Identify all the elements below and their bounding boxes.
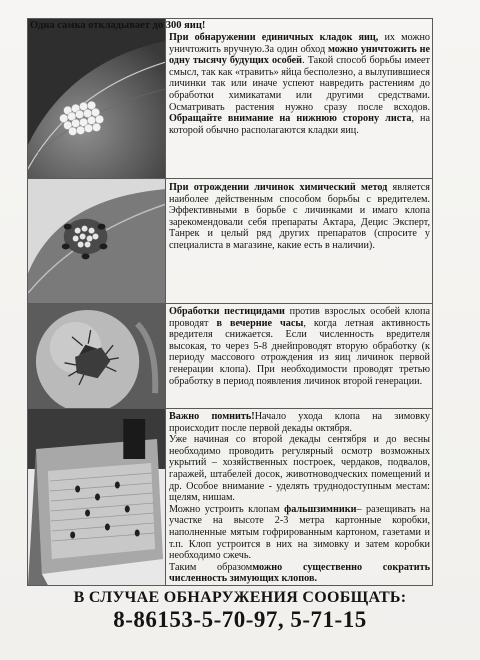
wintering-paragraph	[169, 409, 430, 585]
cardboard-shelter-photo	[28, 409, 166, 585]
text-run: При отрождении личинок химический метод	[169, 182, 388, 193]
pesticide-paragraph	[169, 304, 430, 387]
text-run: Начало ухода клопа на зимовку происходит после первой декады октября.	[169, 411, 430, 434]
table-row	[28, 19, 432, 179]
text-run: Таким образом	[169, 561, 253, 573]
text-run: фальшзимники	[284, 503, 357, 515]
text-run: Обработки пестицидами	[169, 306, 285, 317]
text-run: можно уничтожить не одну тысячу будущих особей	[169, 43, 430, 67]
larvae-text	[169, 179, 430, 303]
table-row	[28, 409, 432, 585]
text-run: является наиболее действенным способом борьбы с вредителем. Эффективными в борьбе с личинками и имаго клопа зарекомендовали себя препараты Актара, Децис Эксперт, Танрек и целый ряд других препаратов (спросите у специалиста в магазине, какие есть в наличии).	[169, 182, 430, 251]
phone-numbers: 8-86153-5-70-97, 5-71-15	[113, 607, 367, 632]
info-table	[27, 18, 433, 586]
text-run: в вечерние часы	[216, 317, 304, 329]
eggs-paragraph	[169, 19, 430, 136]
bug-eggs-photo	[28, 19, 166, 178]
eggs-caption: Одна самка откладывает до 300 яиц!	[30, 20, 206, 31]
text-run: . Такой способ борьбы имеет смысл, так как «травить» яйца бесполезно, а вылупившиеся личинки так или иначе успеют навредить растениям до обработки химикатами или другими средствами. Осматривать растения нужно сразу после всходов.	[169, 55, 430, 113]
adult-bug-on-fruit-photo	[28, 304, 166, 408]
text-run: Обращайте внимание на нижнюю сторону листа	[169, 113, 412, 125]
text-run: против взрослых особей клопа проводят	[169, 306, 430, 329]
text-run: Можно устроить клопам	[169, 503, 285, 515]
text-run: , когда летная активность вредителя снижается. Если численность вредителя высокая, то через 5-8 днейпроводят вторую обработку (к периоду массового отрождения из яиц личинок первой генерации клопа). При необходимости проводят третью обработку в период появления личинок второй генерации.	[169, 317, 430, 387]
text-run: Важно помнить!	[169, 411, 255, 422]
hatching-larvae-photo	[28, 179, 166, 303]
pesticide-text	[169, 304, 430, 408]
eggs-text	[169, 19, 430, 178]
text-run: , на которой обычно располагаются кладки яиц.	[169, 113, 430, 136]
report-heading: В СЛУЧАЕ ОБНАРУЖЕНИЯ СООБЩАТЬ:	[73, 589, 407, 606]
table-row	[28, 179, 432, 304]
text-run: При обнаружении единичных кладок яиц,	[169, 32, 379, 43]
table-row	[28, 304, 432, 409]
wintering-text	[169, 409, 430, 585]
text-run: их можно уничтожить вручную.За один обход	[169, 32, 430, 55]
text-run: Уже начиная со второй декады сентября и до весны необходимо проводить регулярный осмотр возможных укрытий – хозяйственных построек, чердаков, подвалов, гаражей, штабелей досок, животноводческих помещений и др. Особое внимание - уделять труднодоступным местам: щелям, нишам.	[169, 434, 430, 504]
text-run: – разещивать на участке на высоте 2-3 метра картонные коробки, наполненные мятым гофрированным картоном, газетами и т.п. Клоп устроится в них на зимовку и затем коробки необходимо сжечь.	[169, 503, 430, 562]
text-run: можно существенно сократить численность зимующих клопов.	[169, 561, 430, 585]
larvae-paragraph	[169, 179, 430, 252]
